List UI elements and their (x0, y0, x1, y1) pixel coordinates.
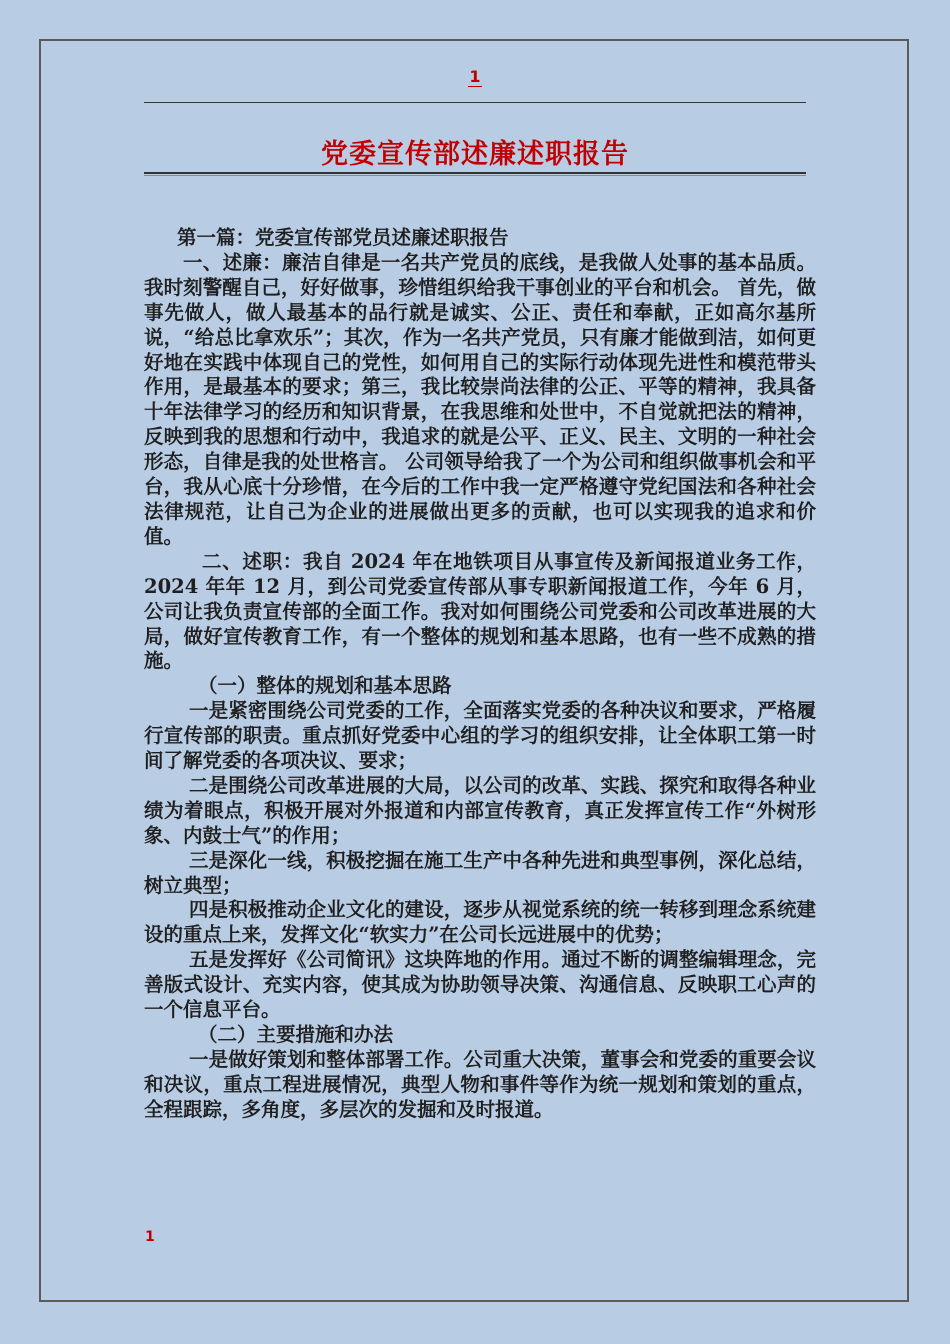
paragraph-point-2: 二是围绕公司改革进展的大局，以公司的改革、实践、探究和取得各种业绩为着眼点，积极开展对外报道和内部宣传教育，真正发挥宣传工作“外树形象、内鼓士气”的作用； (144, 773, 816, 847)
paragraph-point-5: 五是发挥好《公司简讯》这块阵地的作用。通过不断的调整编辑理念，完善版式设计、充实内容，使其成为协助领导决策、沟通信息、反映职工心声的一个信息平台。 (144, 948, 816, 1022)
paragraph-measure-1: 一是做好策划和整体部署工作。公司重大决策，董事会和党委的重要会议和决议，重点工程进展情况，典型人物和事件等作为统一规划和策划的重点，全程跟踪，多角度，多层次的发掘和及时报道。 (144, 1047, 816, 1121)
section-heading: 第一篇：党委宣传部党员述廉述职报告 (177, 226, 509, 249)
document-title: 党委宣传部述廉述职报告 (321, 139, 629, 170)
paragraph-point-4: 四是积极推动企业文化的建设，逐步从视觉系统的统一转移到理念系统建设的重点上来，发挥文化“软实力”在公司长远进展中的优势； (144, 898, 816, 947)
title-divider (144, 172, 806, 176)
header-divider (144, 102, 806, 103)
subheading-measures: （二）主要措施和办法 (198, 1023, 394, 1046)
paragraph-point-3: 三是深化一线，积极挖掘在施工生产中各种先进和典型事例，深化总结，树立典型； (144, 848, 816, 897)
paragraph-shulian: 一、述廉：廉洁自律是一名共产党员的底线，是我做人处事的基本品质。我时刻警醒自己，好好做事，珍惜组织给我干事创业的平台和机会。 首先，做事先做人，做人最基本的品行就是诚实、公正、责任和奉献，正如高尔基所说，“给总比拿欢乐”；其次，作为一名共产党员，只有廉才能做到洁，如何更好地在实践中体现自己的党性，如何用自己的实际行动体现先进性和模范带头作用，是最基本的要求；第三，我比较崇尚法律的公正、平等的精神，我具备十年法律学习的经历和知识背景，在我思维和处世中，不自觉就把法的精神，反映到我的思想和行动中，我追求的就是公平、正义、民主、文明的一种社会形态，自律是我的处世格言。 公司领导给我了一个为公司和组织做事机会和平台，我从心底十分珍惜，在今后的工作中我一定严格遵守党纪国法和各种社会法律规范，让自己为企业的进展做出更多的贡献，也可以实现我的追求和价值。 (144, 250, 816, 548)
paragraph-point-1: 一是紧密围绕公司党委的工作，全面落实党委的各种决议和要求，严格履行宣传部的职责。重点抓好党委中心组的学习的组织安排，让全体职工第一时间了解党委的各项决议、要求； (144, 699, 816, 773)
footer-page-number: 1 (145, 1229, 155, 1245)
subheading-plan: （一）整体的规划和基本思路 (198, 674, 452, 698)
header-page-number: 1 (469, 67, 481, 86)
document-body (144, 226, 816, 1123)
paragraph-shuzhi: 二、述职：我自 2024 年在地铁项目从事宣传及新闻报道业务工作，2024 年年 12 月，到公司党委宣传部从事专职新闻报道工作，今年 6 月，公司让我负责宣传部的全面工作。我对如何围绕公司党委和公司改革进展的大局，做好宣传教育工作，有一个整体的规划和基本思路，也有一些不成熟的措施。 (144, 549, 816, 673)
